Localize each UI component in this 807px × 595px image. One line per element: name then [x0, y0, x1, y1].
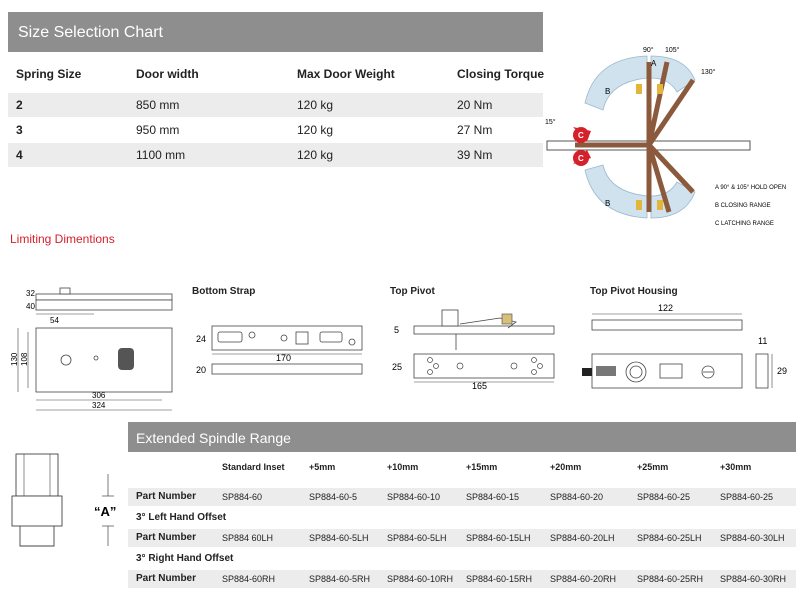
dim-122: 122: [658, 303, 674, 313]
dim-324: 324: [92, 401, 106, 410]
bottom-strap-drawing: [192, 322, 370, 384]
angle-105: 105°: [665, 47, 680, 54]
strap-hole: [281, 335, 287, 341]
right-offset-title: 3° Right Hand Offset: [136, 553, 234, 564]
closing-torque: 20 Nm: [457, 98, 493, 112]
dim-170: 170: [276, 353, 292, 363]
pivot-hole: [428, 358, 433, 363]
closer-hole: [94, 356, 98, 360]
spindle-drawing: [8, 448, 128, 558]
part-number: SP884-60-15RH: [466, 574, 533, 584]
row-label: Part Number: [136, 532, 197, 543]
zone-a: A: [651, 59, 657, 68]
spring-size: 4: [16, 148, 23, 162]
col-plus-20mm: +20mm: [550, 462, 582, 472]
part-number: SP884-60-5RH: [309, 574, 371, 584]
part-number: SP884-60-25RH: [637, 574, 704, 584]
zone-b-lower: B: [605, 199, 611, 208]
col-plus-5mm: +5mm: [309, 462, 336, 472]
top-pivot-title: Top Pivot: [390, 286, 435, 297]
part-number: SP884-60-5LH: [309, 533, 369, 543]
angle-15: 15°: [545, 119, 556, 126]
hinge-marker: [657, 200, 663, 210]
bottom-strap-title: Bottom Strap: [192, 286, 256, 297]
pivot-block: [442, 310, 458, 326]
strap-square: [296, 332, 308, 344]
closing-torque: 39 Nm: [457, 148, 493, 162]
part-number: SP884-60-15: [466, 492, 520, 502]
closer-spindle: [61, 355, 71, 365]
table-row: [8, 93, 543, 117]
part-number: SP884-60-5LH: [387, 533, 447, 543]
pivot-side-plate: [414, 326, 554, 334]
dim-32: 32: [26, 289, 35, 298]
door-width: 1100 mm: [136, 148, 186, 162]
spindle-shaft: [16, 454, 58, 496]
dim-165: 165: [472, 381, 488, 390]
strap-side: [212, 364, 362, 374]
closer-drawing: [8, 282, 186, 416]
label-a: “A”: [94, 504, 117, 519]
zone-c-lower: C: [578, 154, 584, 163]
col-spring-size: Spring Size: [16, 67, 82, 81]
spring-size: 3: [16, 123, 23, 137]
angle-90: 90°: [643, 47, 654, 54]
dim-130: 130: [10, 352, 19, 366]
part-number: SP884-60-20LH: [550, 533, 615, 543]
col-plus-30mm: +30mm: [720, 462, 752, 472]
dim-5: 5: [394, 325, 400, 335]
housing-end-view: [756, 354, 768, 388]
dim-306: 306: [92, 391, 106, 400]
closer-top-plate: [36, 294, 172, 300]
closing-torque: 27 Nm: [457, 123, 493, 137]
pivot-hole: [457, 363, 463, 369]
dim-25: 25: [392, 362, 403, 372]
size-chart-header-row: [8, 62, 543, 86]
closing-range-arc-upper: [585, 56, 647, 110]
row-label: Part Number: [136, 573, 197, 584]
strap-slot: [218, 332, 242, 342]
part-number: SP884-60-10: [387, 492, 441, 502]
door-width: 950 mm: [136, 123, 180, 137]
angle-130: 130°: [701, 69, 716, 76]
pivot-hole: [428, 370, 433, 375]
max-door-weight: 120 kg: [297, 98, 334, 112]
pivot-hole: [511, 363, 517, 369]
max-door-weight: 120 kg: [297, 123, 334, 137]
col-plus-25mm: +25mm: [637, 462, 669, 472]
spindle-column-headers: [128, 462, 796, 478]
spindle-header: [128, 422, 796, 452]
col-door-width: Door width: [136, 67, 199, 81]
door-width: 850 mm: [136, 98, 180, 112]
door-swing-diagram: [545, 40, 805, 240]
col-plus-15mm: +15mm: [466, 462, 498, 472]
size-chart-header: [8, 12, 543, 52]
col-closing-torque: Closing Torque: [457, 67, 545, 81]
col-max-door-weight: Max Door Weight: [297, 67, 395, 81]
part-number: SP884-60-30RH: [720, 574, 787, 584]
housing-window: [660, 364, 682, 378]
dim-108: 108: [20, 352, 29, 366]
legend-c: C LATCHING RANGE: [715, 221, 774, 227]
pivot-cap: [502, 314, 512, 324]
housing-insert: [582, 368, 592, 376]
pivot-hole: [532, 358, 537, 363]
col-plus-10mm: +10mm: [387, 462, 419, 472]
dim-20: 20: [196, 365, 207, 375]
dim-11: 11: [758, 336, 768, 346]
zone-b-upper: B: [605, 87, 611, 96]
part-number: SP884-60-10RH: [387, 574, 454, 584]
closer-body-side: [36, 300, 172, 310]
row-label: Part Number: [136, 491, 197, 502]
housing-pivot-inner: [630, 366, 642, 378]
spring-size: 2: [16, 98, 23, 112]
part-number: SP884-60-20RH: [550, 574, 617, 584]
part-number: SP884-60-30LH: [720, 533, 785, 543]
limiting-dimensions-title: Limiting Dimentions: [10, 232, 115, 246]
part-number: SP884-60-25LH: [637, 533, 702, 543]
part-number: SP884-60-25: [637, 492, 691, 502]
part-number: SP884-60-15LH: [466, 533, 531, 543]
size-chart-title: Size Selection Chart: [18, 24, 163, 41]
max-door-weight: 120 kg: [297, 148, 334, 162]
left-offset-title: 3° Left Hand Offset: [136, 512, 227, 523]
table-row: [128, 529, 796, 547]
table-row: [128, 488, 796, 506]
pivot-hole: [538, 364, 543, 369]
dim-54: 54: [50, 316, 59, 325]
legend-b: B CLOSING RANGE: [715, 203, 771, 209]
part-number: SP884-60: [222, 492, 263, 502]
table-row: [8, 118, 543, 142]
housing-side: [592, 320, 742, 330]
closing-range-arc-lower: [585, 165, 647, 218]
strap-hole: [349, 339, 355, 345]
hinge-marker: [636, 84, 642, 94]
top-pivot-housing-drawing: [578, 298, 800, 398]
table-row: [8, 143, 543, 167]
top-pivot-drawing: [390, 298, 568, 390]
part-number: SP884-60-25: [720, 492, 774, 502]
housing-slot: [596, 366, 616, 376]
dim-24: 24: [196, 334, 207, 344]
hinge-marker: [657, 84, 663, 94]
part-number: SP884-60-20: [550, 492, 604, 502]
closer-label-plate: [118, 348, 134, 370]
closer-body-plan: [36, 328, 172, 392]
part-number: SP884-60RH: [222, 574, 276, 584]
spindle-base: [20, 526, 54, 546]
spindle-collar: [12, 496, 62, 526]
part-number: SP884 60LH: [222, 533, 274, 543]
pivot-hole: [532, 370, 537, 375]
dim-29: 29: [777, 366, 788, 376]
strap-slot: [320, 332, 342, 342]
col-standard-inset: Standard Inset: [222, 462, 285, 472]
top-pivot-housing-title: Top Pivot Housing: [590, 286, 678, 297]
closer-spindle-top: [60, 288, 70, 294]
table-row: [128, 570, 796, 588]
legend-a: A 90° & 105° HOLD OPEN: [715, 185, 787, 191]
part-number: SP884-60-5: [309, 492, 358, 502]
hinge-marker: [636, 200, 642, 210]
zone-c-upper: C: [578, 131, 584, 140]
pivot-hole: [434, 364, 439, 369]
strap-hole: [249, 332, 255, 338]
dim-40: 40: [26, 302, 35, 311]
spindle-title: Extended Spindle Range: [136, 430, 291, 446]
